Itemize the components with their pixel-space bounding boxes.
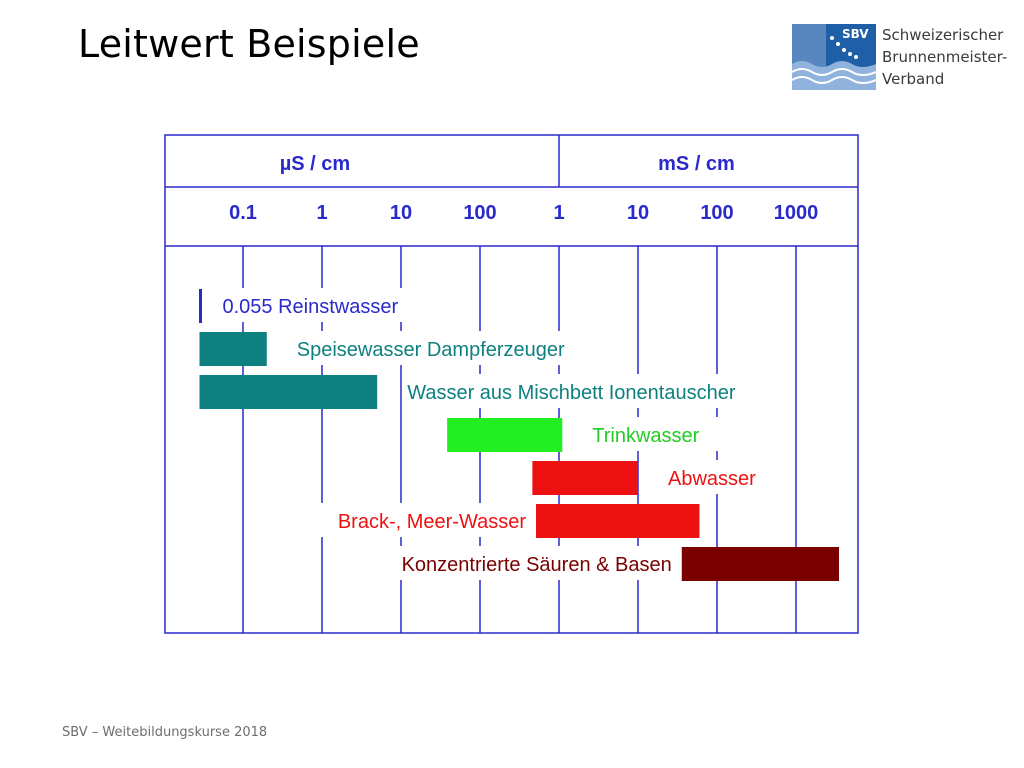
series-label: Wasser aus Mischbett Ionentauscher	[407, 382, 736, 404]
unit-label: µS / cm	[279, 153, 351, 175]
range-bar	[532, 461, 638, 495]
series-label: Konzentrierte Säuren & Basen	[401, 554, 672, 576]
range-bar	[536, 504, 699, 538]
tick-label: 100	[700, 202, 734, 224]
range-bar	[682, 547, 839, 581]
series-label: Trinkwasser	[592, 425, 700, 447]
logo-line: Brunnenmeister-	[882, 48, 1008, 66]
chart-header	[229, 153, 818, 224]
series-label: 0.055 Reinstwasser	[222, 296, 399, 318]
tick-label: 0.1	[229, 202, 257, 224]
chart-bars	[199, 288, 838, 581]
series-label: Brack-, Meer-Wasser	[337, 511, 526, 533]
series-label: Speisewasser Dampferzeuger	[296, 339, 565, 361]
tick-label: 1	[553, 202, 565, 224]
tick-label: 100	[463, 202, 497, 224]
range-bar	[199, 375, 377, 409]
logo-line: Verband	[882, 70, 945, 88]
range-bar	[447, 418, 562, 452]
tick-label: 1000	[773, 202, 819, 224]
logo-line: Schweizerischer	[882, 26, 1004, 44]
slide-title: Leitwert Beispiele	[78, 22, 420, 66]
tick-label: 1	[316, 202, 328, 224]
range-bar	[199, 332, 266, 366]
tick-label: 10	[389, 202, 413, 224]
logo-mark-text: SBV	[842, 27, 869, 41]
tick-label: 10	[626, 202, 650, 224]
unit-label: mS / cm	[658, 153, 735, 175]
series-label: Abwasser	[668, 468, 756, 490]
slide-footer: SBV – Weitebildungskurse 2018	[62, 725, 268, 740]
